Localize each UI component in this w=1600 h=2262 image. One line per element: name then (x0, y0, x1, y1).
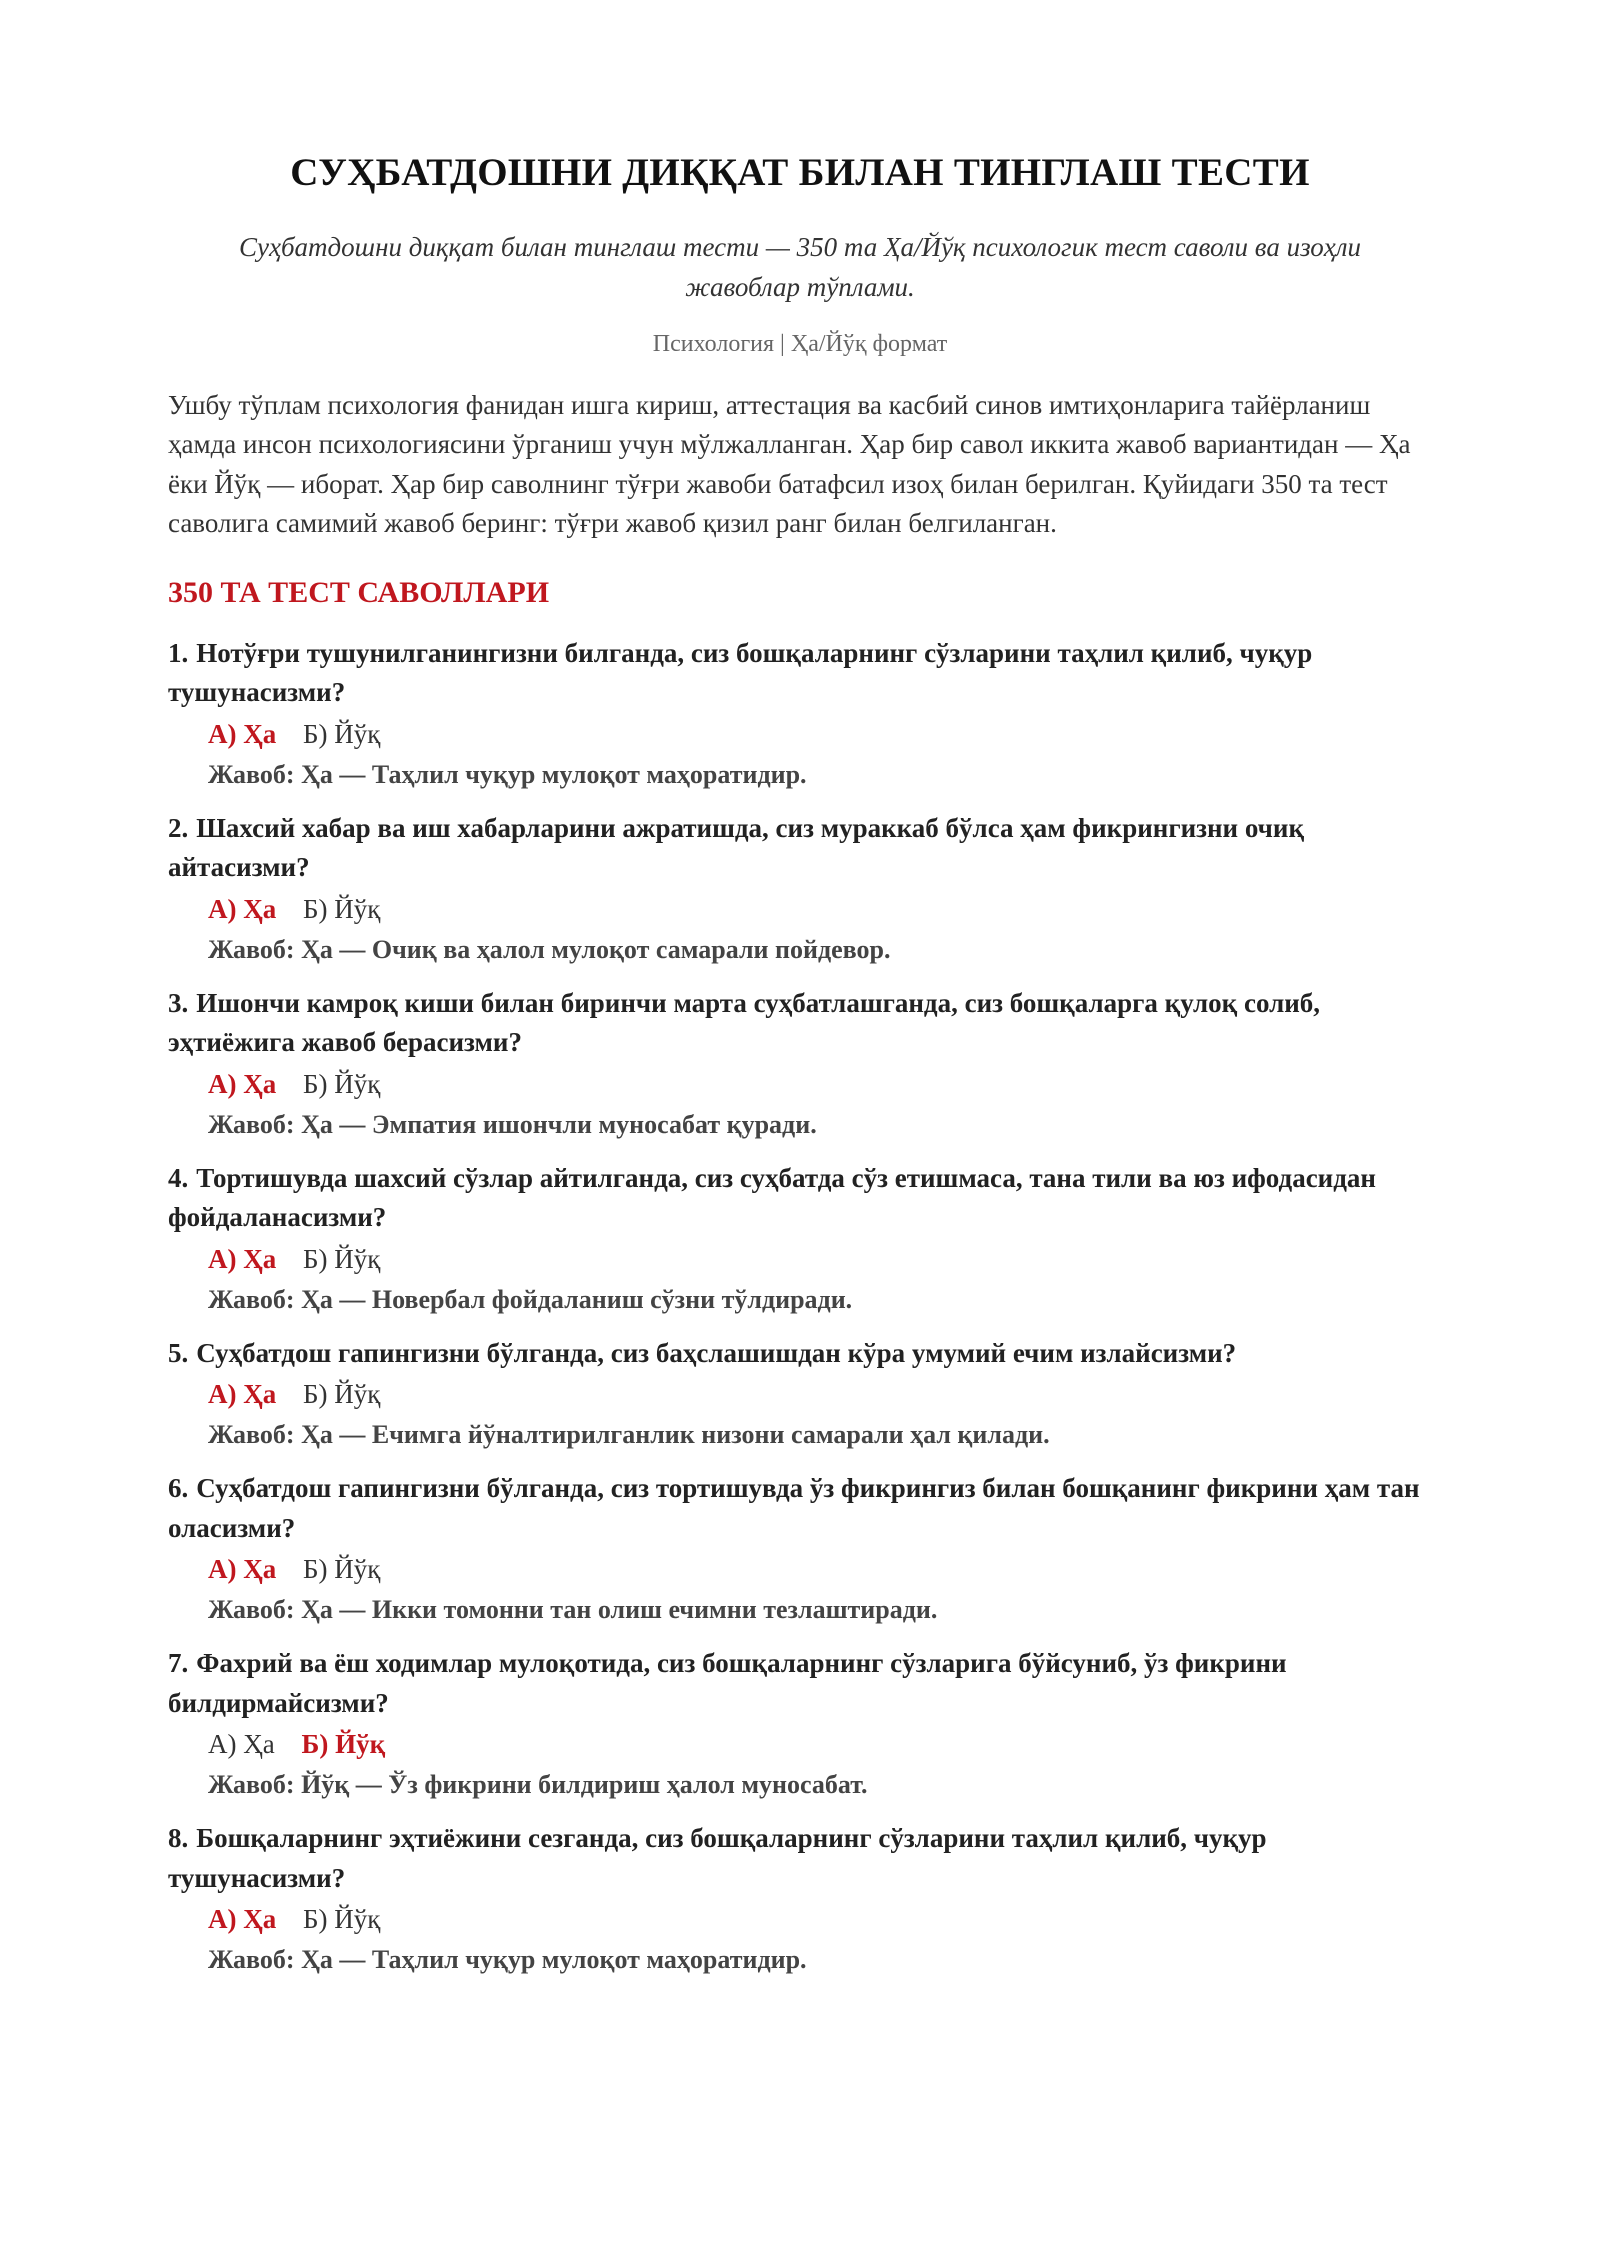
option-b[interactable]: Б) Йўқ (303, 1554, 381, 1585)
question-number: 1. (168, 637, 189, 668)
question-text-line (168, 809, 1432, 888)
answer-options (168, 1373, 1432, 1415)
option-b[interactable]: Б) Йўқ (301, 1729, 386, 1760)
option-a[interactable]: А) Ҳа (208, 1554, 277, 1585)
question-number: 8. (168, 1823, 189, 1854)
answer-options (168, 713, 1432, 755)
option-a[interactable]: А) Ҳа (208, 893, 277, 924)
option-a[interactable]: А) Ҳа (208, 1379, 277, 1410)
question-text-line (168, 1159, 1432, 1238)
option-b[interactable]: Б) Йўқ (303, 1243, 381, 1274)
question-number: 3. (168, 987, 189, 1018)
option-a[interactable]: А) Ҳа (208, 1729, 275, 1760)
question-text: Нотўғри тушунилганингизни билганда, сиз бошқаларнинг сўзларини таҳлил қилиб, чуқур тушунасизми? (168, 637, 1313, 708)
option-a[interactable]: А) Ҳа (208, 718, 277, 749)
question-text: Ишончи камроқ киши билан биринчи марта суҳбатлашганда, сиз бошқаларга қулоқ солиб, эҳтиёжига жавоб берасизми? (168, 987, 1321, 1058)
section-heading: 350 ТА ТЕСТ САВОЛЛАРИ (168, 575, 550, 609)
answer-options (168, 1063, 1432, 1105)
option-b[interactable]: Б) Йўқ (303, 1068, 381, 1099)
question-text: Бошқаларнинг эҳтиёжини сезганда, сиз бошқаларнинг сўзларини таҳлил қилиб, чуқур тушунасизми? (168, 1823, 1267, 1893)
answer-explanation: Жавоб: Ҳа — Новербал фойдаланиш сўзни тўлдиради. (208, 1284, 853, 1314)
option-a[interactable]: А) Ҳа (208, 1068, 277, 1099)
question-text-line (168, 634, 1432, 713)
question-text: Суҳбатдош гапингизни бўлганда, сиз тортишувда ўз фикрингиз билан бошқанинг фикрини ҳам тан оласизми? (168, 1473, 1420, 1543)
question-number: 4. (168, 1162, 189, 1193)
question-text-line (168, 1334, 1432, 1374)
question-item (168, 1469, 1432, 1630)
intro-paragraph: Ушбу тўплам психология фанидан ишга кириш, аттестация ва касбий синов имтиҳонларига тайёрланиш ҳамда инсон психологиясини ўрганиш учун мўлжалланган. Ҳар бир савол иккита жавоб вариантидан — Ҳа ёки Йўқ — иборат. Ҳар бир саволнинг тўғри жавоби батафсил изоҳ билан берилган. Қуйидаги 350 та тест саволига самимий жавоб беринг: тўғри жавоб қизил ранг билан белгиланган. (168, 389, 1411, 539)
answer-options (168, 1723, 1432, 1765)
answer-options (168, 1898, 1432, 1940)
question-number: 5. (168, 1337, 189, 1368)
answer-explanation: Жавоб: Ҳа — Ечимга йўналтирилганлик низони самарали ҳал қилади. (208, 1420, 1050, 1450)
question-list (168, 634, 1432, 1981)
option-b[interactable]: Б) Йўқ (303, 893, 381, 924)
question-item (168, 809, 1432, 970)
question-text: Фахрий ва ёш ходимлар мулоқотида, сиз бошқаларнинг сўзларига бўйсуниб, ўз фикрини билдирмайсизми? (168, 1648, 1287, 1718)
answer-explanation: Жавоб: Ҳа — Эмпатия ишончли муносабат қуради. (208, 1109, 817, 1139)
question-number: 6. (168, 1473, 189, 1504)
option-b[interactable]: Б) Йўқ (303, 718, 381, 749)
option-a[interactable]: А) Ҳа (208, 1904, 277, 1935)
option-b[interactable]: Б) Йўқ (303, 1379, 381, 1410)
answer-options (168, 1238, 1432, 1280)
document-subtitle: Суҳбатдошни диққат билан тинглаш тести — 350 та Ҳа/Йўқ психологик тест саволи ва изоҳли жавоблар тўплами. (238, 231, 1362, 302)
question-item (168, 1819, 1432, 1980)
answer-options (168, 888, 1432, 930)
question-item (168, 634, 1432, 795)
question-text: Тортишувда шахсий сўзлар айтилганда, сиз суҳбатда сўз етишмаса, тана тили ва юз ифодасидан фойдаланасизми? (168, 1162, 1376, 1233)
option-b[interactable]: Б) Йўқ (303, 1904, 381, 1935)
question-text: Шахсий хабар ва иш хабарларини ажратишда, сиз мураккаб бўлса ҳам фикрингизни очиқ айтасизми? (168, 812, 1305, 883)
answer-explanation: Жавоб: Ҳа — Очиқ ва ҳалол мулоқот самарали пойдевор. (208, 934, 891, 964)
question-text-line (168, 984, 1432, 1063)
answer-explanation: Жавоб: Ҳа — Таҳлил чуқур мулоқот маҳоратидир. (208, 1945, 807, 1975)
question-number: 2. (168, 812, 189, 843)
answer-explanation: Жавоб: Йўқ — Ўз фикрини билдириш ҳалол муносабат. (208, 1770, 868, 1800)
question-text-line (168, 1469, 1432, 1548)
question-item (168, 1644, 1432, 1805)
question-item (168, 1334, 1432, 1456)
question-text-line (168, 1819, 1432, 1898)
question-number: 7. (168, 1648, 189, 1679)
question-item (168, 984, 1432, 1145)
option-a[interactable]: А) Ҳа (208, 1243, 277, 1274)
question-text: Суҳбатдош гапингизни бўлганда, сиз баҳслашишдан кўра умумий ечим излайсизми? (196, 1337, 1237, 1368)
answer-explanation: Жавоб: Ҳа — Икки томонни тан олиш ечимни тезлаштиради. (208, 1595, 938, 1625)
answer-options (168, 1548, 1432, 1590)
question-item (168, 1159, 1432, 1320)
document-meta: Психология | Ҳа/Йўқ формат (652, 330, 948, 357)
answer-explanation: Жавоб: Ҳа — Таҳлил чуқур мулоқот маҳоратидир. (208, 759, 807, 789)
question-text-line (168, 1644, 1432, 1723)
document-title: СУҲБАТДОШНИ ДИҚҚАТ БИЛАН ТИНГЛАШ ТЕСТИ (290, 151, 1310, 194)
